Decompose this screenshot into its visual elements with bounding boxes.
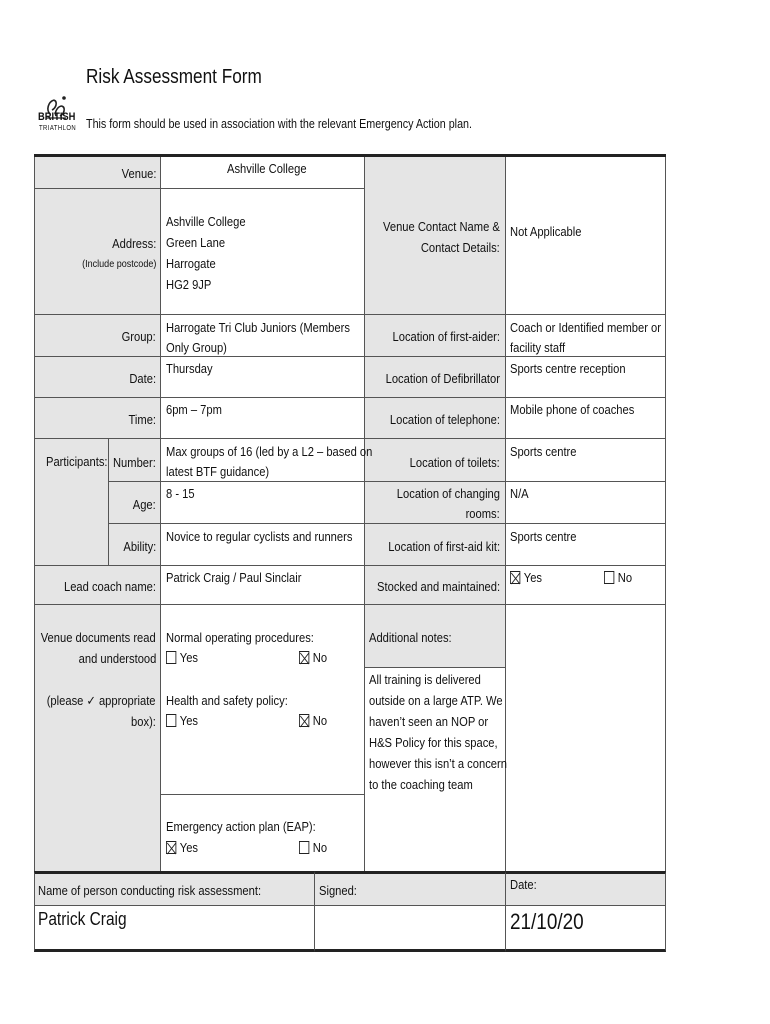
- nop-yes-option[interactable]: [166, 647, 198, 668]
- first-aider-value-2: facility staff: [510, 340, 566, 355]
- eap-no-checkbox[interactable]: [299, 841, 309, 854]
- notes-line-4: H&S Policy for this space,: [369, 735, 498, 750]
- eap-yes-label: Yes: [179, 840, 199, 855]
- footer-name-label: Name of person conducting risk assessment:: [38, 883, 262, 898]
- stocked-yes-label: Yes: [523, 570, 543, 585]
- eap-label: Emergency action plan (EAP):: [166, 819, 316, 834]
- nop-no-checkbox[interactable]: [299, 651, 309, 664]
- age-label: Age:: [132, 497, 156, 512]
- documents-label-1: Venue documents read: [41, 630, 156, 645]
- hs-label: Health and safety policy:: [166, 693, 288, 708]
- stocked-yes-checkbox[interactable]: [510, 571, 520, 584]
- ability-value: Novice to regular cyclists and runners: [166, 529, 353, 544]
- contact-value: Not Applicable: [510, 224, 582, 239]
- footer-name-value: Patrick Craig: [38, 909, 127, 929]
- firstaid-kit-label: Location of first-aid kit:: [388, 539, 500, 554]
- first-aider-value-1: Coach or Identified member or: [510, 320, 662, 335]
- toilets-label: Location of toilets:: [409, 455, 500, 470]
- group-value-2: Only Group): [166, 340, 227, 355]
- group-value-1: Harrogate Tri Club Juniors (Members: [166, 320, 350, 335]
- time-value: 6pm – 7pm: [166, 402, 222, 417]
- hs-yes-label: Yes: [179, 713, 199, 728]
- first-aider-label: Location of first-aider:: [392, 329, 500, 344]
- footer-date-label: Date:: [510, 877, 537, 892]
- contact-label-2: Contact Details:: [421, 240, 500, 255]
- address-label: Address:: [111, 236, 156, 251]
- nop-yes-label: Yes: [179, 650, 199, 665]
- eap-yes-checkbox[interactable]: [166, 841, 176, 854]
- hs-no-label: No: [312, 713, 328, 728]
- eap-yes-option[interactable]: [166, 837, 198, 858]
- firstaid-kit-value: Sports centre: [510, 529, 577, 544]
- footer-signed-value-cell: [314, 905, 506, 952]
- form-title: Risk Assessment Form: [86, 66, 262, 88]
- defib-value: Sports centre reception: [510, 361, 626, 376]
- notes-line-3: haven’t seen an NOP or: [369, 714, 489, 729]
- stocked-no-label: No: [617, 570, 633, 585]
- documents-label-3: (please ✓ appropriate: [47, 693, 156, 708]
- age-value: 8 - 15: [166, 486, 195, 501]
- address-line-1: Ashville College: [166, 214, 246, 229]
- date-label: Date:: [129, 371, 156, 386]
- footer-date-value: 21/10/20: [510, 909, 584, 934]
- lead-coach-value: Patrick Craig / Paul Sinclair: [166, 570, 302, 585]
- hs-yes-option[interactable]: [166, 710, 198, 731]
- hs-no-option[interactable]: [299, 710, 327, 731]
- notes-label: Additional notes:: [369, 630, 452, 645]
- hs-no-checkbox[interactable]: [299, 714, 309, 727]
- nop-yes-checkbox[interactable]: [166, 651, 176, 664]
- documents-label-2: and understood: [78, 651, 156, 666]
- hs-yes-checkbox[interactable]: [166, 714, 176, 727]
- nop-no-option[interactable]: [299, 647, 327, 668]
- toilets-value: Sports centre: [510, 444, 577, 459]
- defib-label: Location of Defibrillator: [385, 371, 500, 386]
- group-label: Group:: [121, 329, 156, 344]
- number-value-2: latest BTF guidance): [166, 464, 270, 479]
- notes-line-2: outside on a large ATP. We: [369, 693, 503, 708]
- participants-label: Participants:: [46, 454, 108, 469]
- stocked-no-option[interactable]: [604, 567, 632, 588]
- eap-no-label: No: [312, 840, 328, 855]
- changing-label-2: rooms:: [465, 506, 500, 521]
- footer-signed-label: Signed:: [319, 883, 357, 898]
- documents-label-4: box):: [131, 714, 156, 729]
- notes-line-6: to the coaching team: [369, 777, 473, 792]
- number-label: Number:: [113, 455, 156, 470]
- notes-line-5: however this isn’t a concern: [369, 756, 507, 771]
- notes-line-1: All training is delivered: [369, 672, 481, 687]
- ability-label: Ability:: [123, 539, 156, 554]
- telephone-value: Mobile phone of coaches: [510, 402, 635, 417]
- venue-label: Venue:: [121, 166, 156, 181]
- venue-value: Ashville College: [227, 161, 307, 176]
- address-hint: (Include postcode): [81, 258, 156, 270]
- changing-label-1: Location of changing: [396, 486, 500, 501]
- lead-coach-label: Lead coach name:: [64, 579, 156, 594]
- stocked-yes-option[interactable]: [510, 567, 542, 588]
- changing-value-cell: [505, 481, 666, 524]
- changing-value: N/A: [510, 486, 529, 501]
- date-value: Thursday: [166, 361, 213, 376]
- eap-no-option[interactable]: [299, 837, 327, 858]
- nop-no-label: No: [312, 650, 328, 665]
- logo-text-triathlon: TRIATHLON: [39, 125, 77, 132]
- address-line-2: Green Lane: [166, 235, 226, 250]
- table-top-border: [34, 154, 666, 157]
- notes-blank-cell: [505, 604, 666, 872]
- time-label: Time:: [128, 412, 156, 427]
- logo-text-british: BRITISH: [38, 111, 76, 123]
- number-value-1: Max groups of 16 (led by a L2 – based on: [166, 444, 373, 459]
- stocked-label: Stocked and maintained:: [376, 579, 500, 594]
- contact-label-1: Venue Contact Name &: [383, 219, 500, 234]
- address-line-3: Harrogate: [166, 256, 216, 271]
- telephone-label: Location of telephone:: [389, 412, 500, 427]
- nop-label: Normal operating procedures:: [166, 630, 314, 645]
- stocked-no-checkbox[interactable]: [604, 571, 614, 584]
- form-subtitle: This form should be used in association with the relevant Emergency Action plan.: [86, 117, 473, 131]
- address-line-4: HG2 9JP: [166, 277, 212, 292]
